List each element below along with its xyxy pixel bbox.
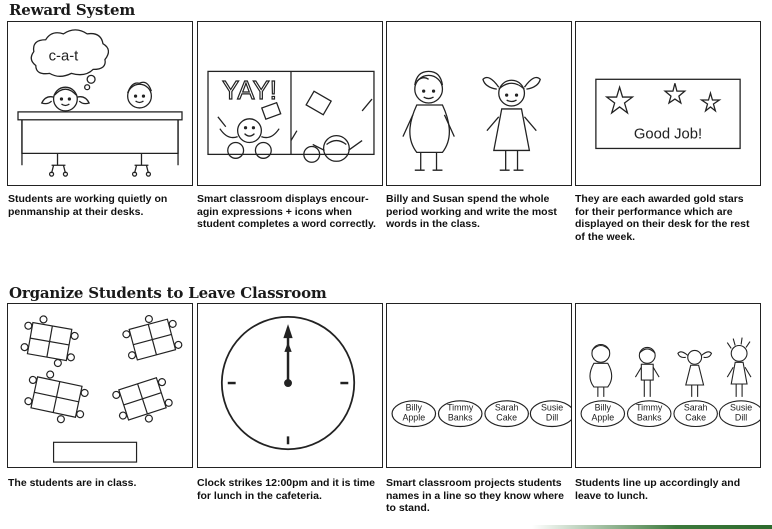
caption-billy-and-susan: Billy and Susan spend the whole period working and write the most words in the class. — [386, 193, 557, 230]
caption-clock-noon: Clock strikes 12:00pm and it is time for lunch in the cafeteria. — [197, 477, 375, 502]
caption-gold-stars: They are each awarded gold stars for their performance which are displayed on their desk for the rest of the week. — [575, 193, 750, 243]
name-oval-susie-surname: Dill — [545, 412, 559, 423]
panel-students-writing — [7, 21, 193, 186]
thought-bubble-text: c-a-t — [48, 48, 79, 65]
good-job-text: Good Job! — [633, 126, 703, 143]
lined-name-billy-surname: Apple — [591, 412, 615, 423]
panel-projected-names — [386, 303, 572, 468]
name-oval-billy-surname: Apple — [402, 412, 426, 423]
name-oval-billy: Billy — [405, 402, 422, 413]
students-at-desk-drawing — [8, 22, 192, 185]
panel-billy-and-susan — [386, 21, 572, 186]
yay-screen-drawing — [198, 22, 382, 185]
caption-projected-names: Smart classroom projects students names in a line so they know where to stand. — [386, 477, 564, 514]
lined-name-sarah: Sarah — [683, 402, 708, 413]
name-oval-timmy: Timmy — [447, 402, 474, 413]
clock-drawing — [198, 304, 382, 467]
good-job-card-drawing — [576, 22, 760, 185]
billy-susan-drawing — [387, 22, 571, 185]
lined-name-susie: Susie — [730, 402, 753, 413]
caption-students-in-class: The students are in class. — [8, 477, 137, 489]
panel-clock-noon — [197, 303, 383, 468]
caption-students-writing: Students are working quietly on penmanship at their desks. — [8, 193, 168, 218]
classroom-desks-drawing — [8, 304, 192, 467]
lined-name-timmy-surname: Banks — [636, 412, 662, 423]
lined-name-billy: Billy — [594, 402, 611, 413]
projected-names-drawing — [387, 304, 571, 467]
lined-name-susie-surname: Dill — [734, 412, 748, 423]
section-title-organize-students: Organize Students to Leave Classroom — [9, 284, 327, 302]
section-title-reward-system: Reward System — [9, 1, 135, 19]
name-oval-susie: Susie — [541, 402, 564, 413]
panel-students-lined-up — [575, 303, 761, 468]
caption-students-lined-up: Students line up accordingly and leave to lunch. — [575, 477, 741, 502]
lined-name-sarah-surname: Cake — [685, 412, 707, 423]
panel-smart-classroom-yay — [197, 21, 383, 186]
lined-name-timmy: Timmy — [636, 402, 663, 413]
yay-screen-text: YAY! — [222, 77, 277, 106]
panel-gold-stars — [575, 21, 761, 186]
panel-students-in-class — [7, 303, 193, 468]
name-oval-sarah: Sarah — [494, 402, 519, 413]
caption-smart-classroom-yay: Smart classroom displays encour-agin expressions + icons when student completes a word correctly. — [197, 193, 376, 230]
decorative-corner-bar — [532, 525, 772, 529]
name-oval-sarah-surname: Cake — [496, 412, 518, 423]
name-oval-timmy-surname: Banks — [447, 412, 473, 423]
students-lined-up-drawing — [576, 304, 760, 467]
